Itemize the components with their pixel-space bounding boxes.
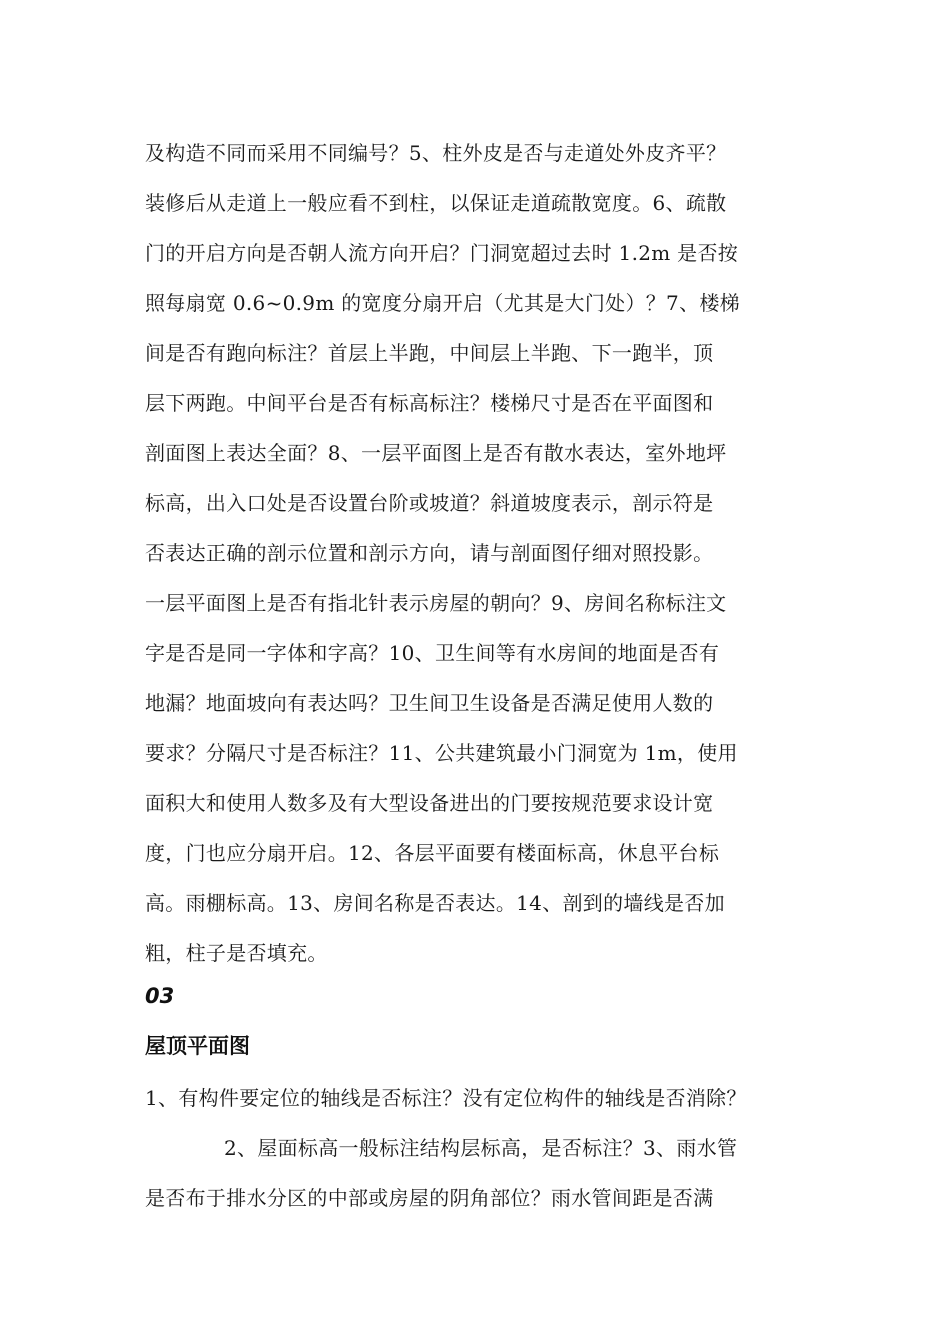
text-line: 及构造不同而采用不同编号？5、柱外皮是否与走道处外皮齐平？	[145, 141, 727, 165]
text-line: 面积大和使用人数多及有大型设备进出的门要按规范要求设计宽	[145, 791, 714, 815]
section-title: 屋顶平面图	[145, 1034, 250, 1058]
text-line: 照每扇宽 0.6~0.9m 的宽度分扇开启（尤其是大门处）？7、楼梯	[145, 291, 740, 315]
text-line: 粗，柱子是否填充。	[145, 941, 328, 965]
text-line: 标高，出入口处是否设置台阶或坡道？斜道坡度表示，剖示符是	[145, 491, 714, 515]
text-line: 剖面图上表达全面？8、一层平面图上是否有散水表达，室外地坪	[145, 441, 727, 465]
text-line: 装修后从走道上一般应看不到柱，以保证走道疏散宽度。6、疏散	[145, 191, 727, 215]
text-line: 地漏？地面坡向有表达吗？卫生间卫生设备是否满足使用人数的	[145, 691, 714, 715]
text-line: 度，门也应分扇开启。12、各层平面要有楼面标高，休息平台标	[145, 841, 720, 865]
text-line: 否表达正确的剖示位置和剖示方向，请与剖面图仔细对照投影。	[145, 541, 714, 565]
text-line: 一层平面图上是否有指北针表示房屋的朝向？9、房间名称标注文	[145, 591, 727, 615]
text-line: 要求？分隔尺寸是否标注？11、公共建筑最小门洞宽为 1m，使用	[145, 741, 738, 765]
text-line: 层下两跑。中间平台是否有标高标注？楼梯尺寸是否在平面图和	[145, 391, 714, 415]
text-line: 门的开启方向是否朝人流方向开启？门洞宽超过去时 1.2m 是否按	[145, 241, 739, 265]
text-line: 字是否是同一字体和字高？10、卫生间等有水房间的地面是否有	[145, 641, 720, 665]
text-line: 高。雨棚标高。13、房间名称是否表达。14、剖到的墙线是否加	[145, 891, 725, 915]
text-line: 间是否有跑向标注？首层上半跑，中间层上半跑、下一跑半，顶	[145, 341, 714, 365]
text-line: 2、屋面标高一般标注结构层标高，是否标注？3、雨水管	[224, 1136, 738, 1160]
text-line: 是否布于排水分区的中部或房屋的阴角部位？雨水管间距是否满	[145, 1186, 714, 1210]
text-line: 1、有构件要定位的轴线是否标注？没有定位构件的轴线是否消除？	[145, 1086, 747, 1110]
section-number: 03	[145, 984, 175, 1008]
